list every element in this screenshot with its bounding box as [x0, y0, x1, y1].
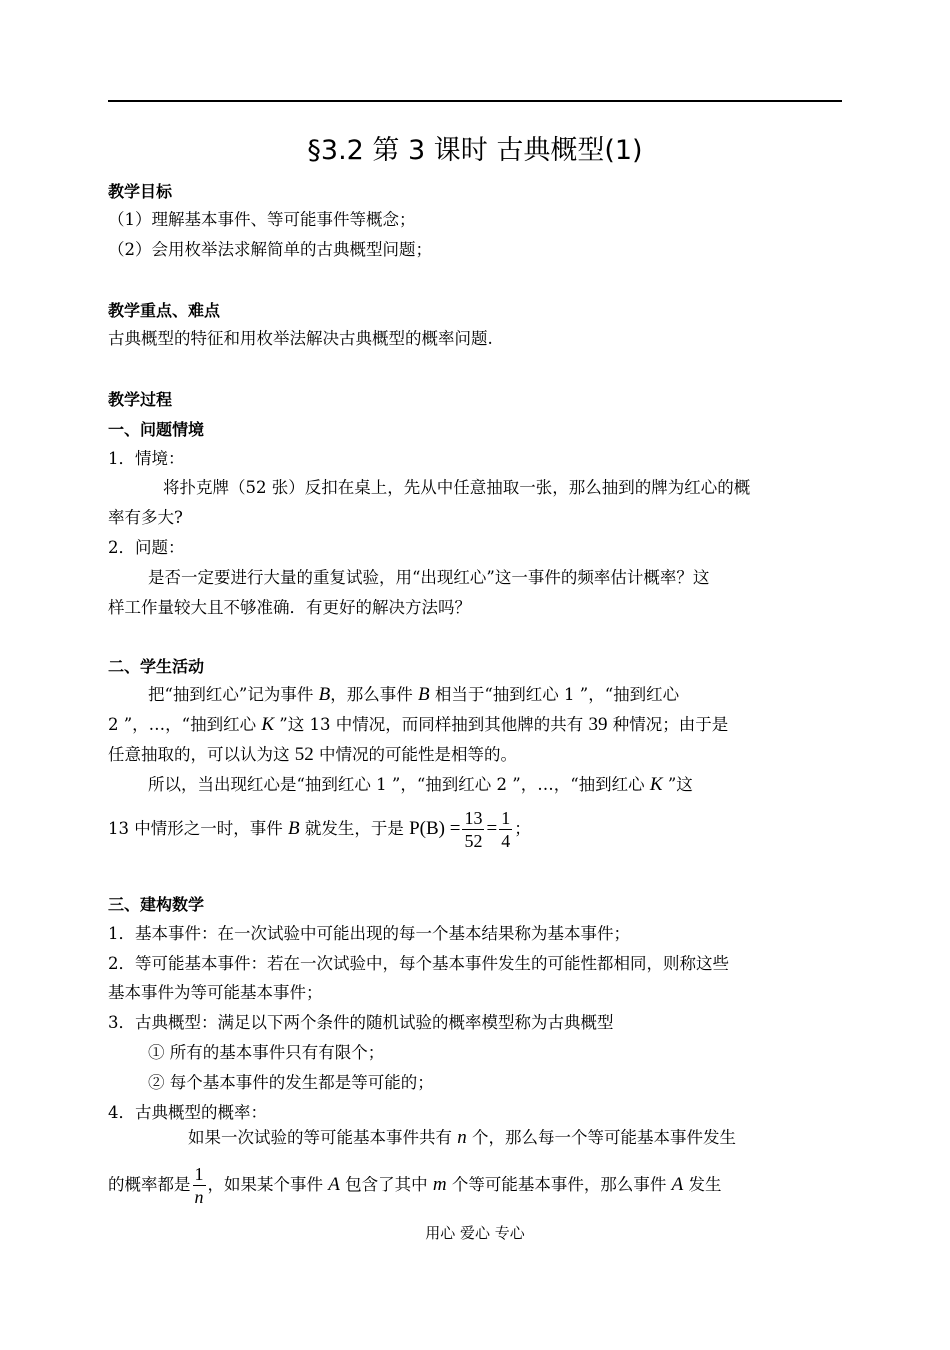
text-span: ，如果某个事件 [207, 1175, 329, 1194]
condition-item: ② 每个基本事件的发生都是等可能的； [148, 1073, 434, 1092]
probability-expression: P(B) = [409, 818, 461, 839]
text-span: 把“抽到红心”记为事件 [148, 685, 319, 704]
question-text: 样工作量较大且不够准确．有更好的解决方法吗？ [108, 598, 471, 617]
section-heading: 三、建构数学 [108, 895, 205, 914]
equals-sign: = [486, 818, 498, 839]
keypoints-text: 古典概型的特征和用枚举法解决古典概型的概率问题. [108, 329, 493, 348]
definition-item: 3．古典概型：满足以下两个条件的随机试验的概率模型称为古典概型 [108, 1013, 614, 1032]
fraction [462, 807, 484, 852]
math-var: B [288, 818, 300, 839]
math-var: A [328, 1174, 340, 1195]
fraction-denominator [193, 1186, 206, 1208]
definition-paragraph [188, 1126, 736, 1150]
page-footer: 用心 爱心 专心 [425, 1224, 525, 1242]
text-span: 相当于“抽到红心 1 ”，“抽到红心 [429, 685, 680, 704]
text-span: 个，那么每一个等可能基本事件发生 [466, 1128, 736, 1147]
situation-text: 将扑克牌（52 张）反扣在桌上，先从中任意抽取一张，那么抽到的牌为红心的概 [163, 478, 751, 497]
text-span: ； [514, 819, 531, 838]
question-label: 2．问题： [108, 538, 185, 557]
number: 52 [294, 744, 314, 765]
definition-paragraph [108, 1158, 721, 1212]
math-var: n [194, 1187, 204, 1207]
definition-item: 2．等可能基本事件：若在一次试验中，每个基本事件发生的可能性都相同，则称这些 [108, 954, 729, 973]
page-title: §3.2 第 3 课时 古典概型(1) [307, 135, 643, 166]
number: 39 [588, 714, 608, 735]
fraction-denominator: 52 [464, 831, 483, 851]
activity-paragraph [108, 802, 531, 856]
text-span: ”这 13 中情况，而同样抽到其他牌的共有 [274, 715, 589, 734]
definition-item: 基本事件为等可能基本事件； [108, 983, 323, 1002]
situation-text: 率有多大? [108, 508, 183, 527]
text-span: 所以，当出现红心是“抽到红心 1 ”，“抽到红心 2 ”，…，“抽到红心 [148, 775, 650, 794]
goal-item: （2）会用枚举法求解简单的古典概型问题； [108, 240, 432, 259]
math-var: K [649, 774, 663, 795]
text-span: ”这 [662, 775, 693, 794]
text-span: 种情况；由于是 [607, 715, 729, 734]
activity-paragraph [108, 713, 728, 737]
condition-item: ① 所有的基本事件只有有限个； [148, 1043, 385, 1062]
question-text: 是否一定要进行大量的重复试验，用“出现红心”这一事件的频率估计概率？这 [148, 568, 710, 587]
text-span: 就发生，于是 [299, 819, 410, 838]
fraction [499, 807, 512, 852]
section-heading: 二、学生活动 [108, 657, 205, 676]
math-var: B [417, 684, 430, 705]
activity-paragraph [108, 743, 517, 767]
goal-item: （1）理解基本事件、等可能事件等概念； [108, 210, 416, 229]
process-heading: 教学过程 [108, 390, 173, 409]
text-span: 如果一次试验的等可能基本事件共有 [188, 1128, 458, 1147]
text-span: 发生 [683, 1175, 722, 1194]
math-var: m [432, 1174, 447, 1195]
top-rule [108, 100, 842, 102]
math-var: n [457, 1127, 467, 1148]
math-var: K [261, 714, 275, 735]
math-var: A [671, 1174, 684, 1195]
definition-item: 1．基本事件：在一次试验中可能出现的每一个基本结果称为基本事件； [108, 924, 630, 943]
definition-item: 4．古典概型的概率： [108, 1103, 267, 1122]
fraction-numerator: 1 [194, 1164, 204, 1184]
fraction-numerator: 1 [501, 808, 511, 828]
fraction [193, 1163, 206, 1208]
text-span: 2 ”，…，“抽到红心 [108, 715, 262, 734]
fraction-denominator: 4 [501, 831, 511, 851]
keypoints-heading: 教学重点、难点 [108, 301, 221, 320]
text-span: 中情况的可能性是相等的。 [313, 745, 517, 764]
text-span: ，那么事件 [330, 685, 418, 704]
activity-paragraph [148, 683, 679, 707]
situation-label: 1．情境： [108, 449, 185, 468]
text-span: 13 中情形之一时，事件 [108, 819, 288, 838]
fraction-numerator: 13 [464, 808, 483, 828]
section-heading: 一、问题情境 [108, 420, 205, 439]
text-span: 任意抽取的，可以认为这 [108, 745, 295, 764]
goals-heading: 教学目标 [108, 182, 173, 201]
activity-paragraph [148, 773, 693, 797]
text-span: 包含了其中 [339, 1175, 433, 1194]
text-span: 的概率都是 [108, 1175, 191, 1194]
text-span: 个等可能基本事件，那么事件 [446, 1175, 672, 1194]
math-var: B [318, 684, 331, 705]
